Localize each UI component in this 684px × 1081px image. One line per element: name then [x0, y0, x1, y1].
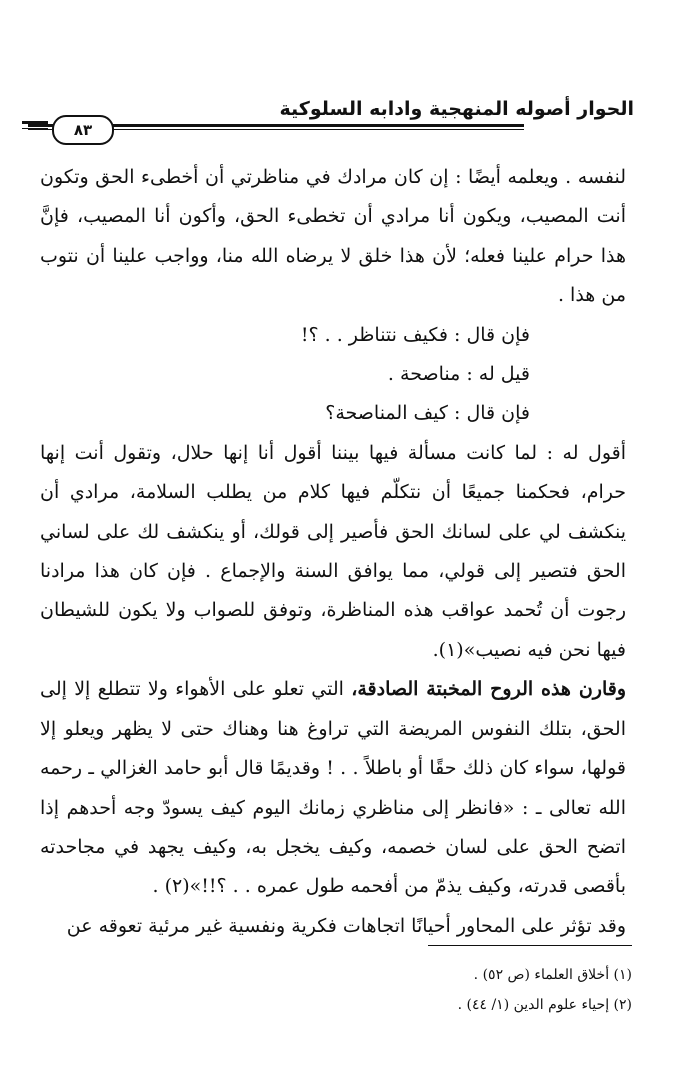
paragraph-text: التي تعلو على الأهواء ولا تتطلع إلا إلى الحق، بتلك النفوس المريضة التي تراوغ هنا وهناك حتى لا يظهر ويعلو إلا قولها، سواء كان ذلك حقًا أو باطلاً . . ! وقديمًا قال أبو حامد الغزالي ـ رحمه الله تعالى ـ : «فانظر إلى مناظري زمانك اليوم كيف يسودّ وجه أحدهم إذا اتضح الحق على لسان خصمه، وكيف يخجل به، وكيف يجهد في مجاحدته بأقصى قدرته، وكيف يذمّ من أفحمه طول عمره . . ؟!!»(٢) .	[40, 678, 626, 898]
dialogue-line: قيل له : مناصحة .	[387, 363, 530, 386]
dialogue-line: فإن قال : فكيف نتناظر . . ؟!	[300, 323, 530, 346]
footnote: (١) أخلاق العلماء (ص ٥٢) .	[473, 967, 632, 983]
paragraph: لنفسه . ويعلمه أيضًا : إن كان مرادك في مناظرتي أن أخطىء الحق وتكون أنت المصيب، ويكون أنا مرادي أن تخطىء الحق، وأكون أنا المصيب، فإنَّ هذا حرام علينا فعله؛ لأن هذا خلق لا يرضاه الله منا، وواجب علينا أن نتوب من هذا .	[40, 166, 626, 307]
paragraph: وقد تؤثر على المحاور أحيانًا اتجاهات فكرية ونفسية غير مرئية تعوقه عن	[66, 914, 626, 937]
emphasis-text: وقارن هذه الروح المخبتة الصادقة،	[351, 678, 626, 701]
header-rule-end	[22, 121, 48, 129]
paragraph	[40, 670, 626, 906]
dialogue-line: فإن قال : كيف المناصحة؟	[325, 402, 530, 425]
footnote-separator	[428, 945, 632, 946]
footnotes	[40, 960, 632, 1020]
footnote: (٢) إحياء علوم الدين (١/ ٤٤) .	[457, 997, 632, 1013]
running-title: الحوار أصوله المنهجية وادابه السلوكية	[279, 98, 634, 120]
paragraph: أقول له : لما كانت مسألة فيها بيننا أقول أنا إنها حلال، وتقول أنت إنها حرام، فحكمنا جميعًا أن نتكلّم فيها كلام من يطلب السلامة، مرادي أن ينكشف لي على لسانك الحق فأصير إلى قولك، أو ينكشف لك على لساني الحق فتصير إلى قولي، مما يوافق السنة والإجماع . فإن كان هذا مرادنا رجوت أن تُحمد عواقب هذه المناظرة، وتوفق للصواب ولا يكون للشيطان فيها نحن فيه نصيب»(١).	[40, 441, 626, 661]
page-number: ٨٣	[52, 115, 114, 145]
main-text	[40, 158, 626, 946]
